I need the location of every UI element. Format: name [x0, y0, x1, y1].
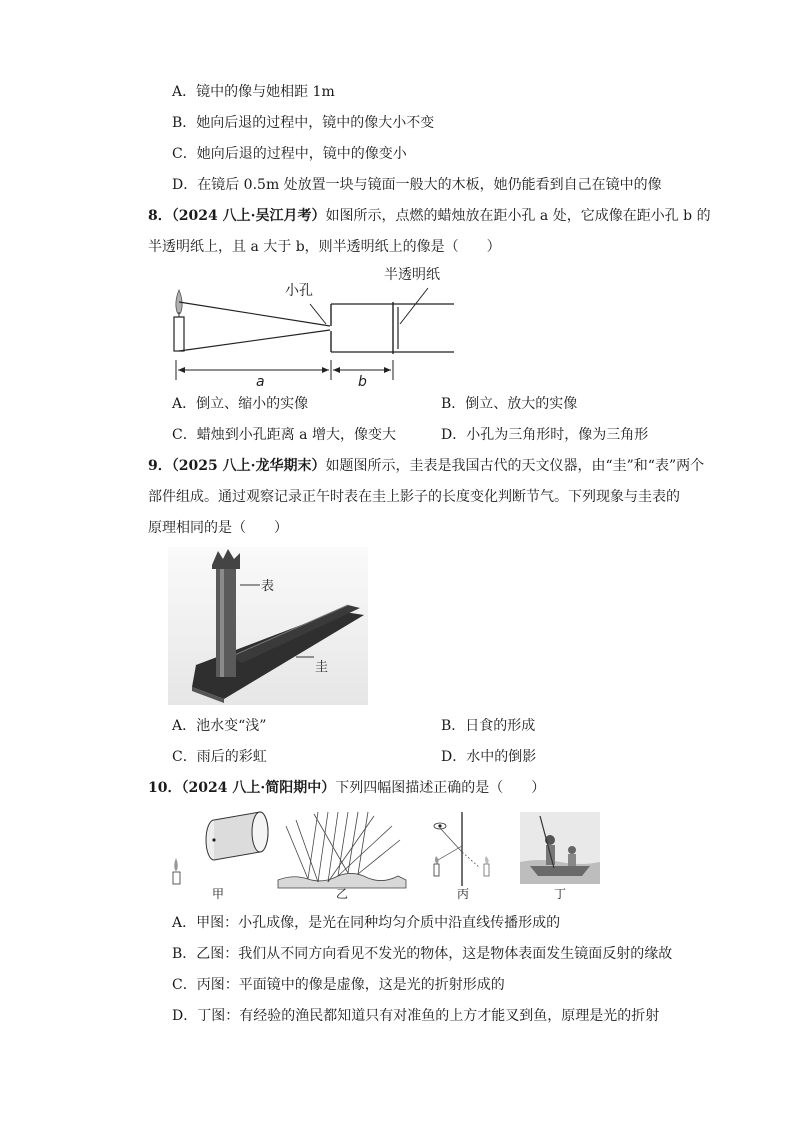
figure-yi — [278, 812, 406, 901]
q7-option-c: C．她向后退的过程中，镜中的像变小 — [172, 146, 407, 162]
q8-number: 8． — [148, 208, 172, 224]
q9-option-b: B．日食的形成 — [441, 718, 536, 734]
figure-jia — [173, 812, 268, 901]
q8-option-b: B．倒立、放大的实像 — [441, 396, 578, 412]
q10-option-a: A．甲图：小孔成像，是光在同种均匀介质中沿直线传播形成的 — [172, 915, 561, 931]
q9-option-a: A．池水变“浅” — [172, 718, 267, 734]
q9-stem-line3: 原理相同的是（ ） — [148, 520, 288, 536]
q8-option-d: D．小孔为三角形时，像为三角形 — [441, 427, 649, 443]
q9-option-d: D．水中的倒影 — [441, 749, 537, 765]
label-pinhole: 小孔 — [285, 283, 313, 299]
q8-source: （2024 八上·吴江月考） — [171, 208, 326, 224]
label-translucent-paper: 半透明纸 — [384, 267, 440, 283]
q10-option-c: C．丙图：平面镜中的像是虚像，这是光的折射形成的 — [172, 977, 505, 993]
label-yi: 乙 — [336, 887, 349, 901]
q10-option-d: D．丁图：有经验的渔民都知道只有对准鱼的上方才能叉到鱼，原理是光的折射 — [172, 1008, 660, 1024]
q10-number: 10． — [148, 780, 182, 796]
q8-stem-line1 — [148, 206, 711, 226]
ray-top — [179, 302, 330, 326]
q7-option-d: D．在镜后 0.5m 处放置一块与镜面一般大的木板，她仍能看到自己在镜中的像 — [172, 177, 662, 193]
label-b: b — [358, 374, 367, 390]
label-bing: 丙 — [457, 887, 470, 901]
figure-bing — [434, 812, 489, 901]
q7-option-a: A．镜中的像与她相距 1m — [172, 84, 335, 100]
label-a: a — [256, 374, 265, 390]
q9-option-c: C．雨后的彩虹 — [172, 749, 267, 765]
candle-icon — [174, 290, 184, 351]
q7-option-b: B．她向后退的过程中，镜中的像大小不变 — [172, 115, 435, 131]
q9-source: （2025 八上·龙华期末） — [171, 458, 326, 474]
label-gui: 圭 — [315, 660, 329, 675]
q9-guibiao-figure — [168, 547, 368, 705]
q9-stem-text: 如题图所示，圭表是我国古代的天文仪器，由“圭”和“表”两个 — [325, 458, 705, 474]
label-ding: 丁 — [554, 887, 567, 901]
q10-stem-line1 — [148, 778, 545, 798]
q9-stem-line2: 部件组成。通过观察记录正午时表在圭上影子的长度变化判断节气。下列现象与圭表的 — [148, 489, 680, 505]
q9-number: 9． — [148, 458, 172, 474]
q8-pinhole-figure — [160, 262, 460, 392]
figure-ding — [520, 812, 600, 901]
q8-option-a: A．倒立、缩小的实像 — [172, 396, 309, 412]
label-jia: 甲 — [212, 887, 225, 901]
ray-bottom — [179, 330, 330, 351]
q10-option-b: B．乙图：我们从不同方向看见不发光的物体，这是物体表面发生镜面反射的缘故 — [172, 946, 673, 962]
q10-source: （2024 八上·简阳期中） — [181, 780, 336, 796]
biao-pole — [216, 565, 236, 677]
label-biao: 表 — [261, 579, 275, 594]
q9-stem-line1 — [148, 456, 704, 476]
q8-option-c: C．蜡烛到小孔距离 a 增大，像变大 — [172, 427, 396, 443]
q8-stem-line2: 半透明纸上，且 a 大于 b，则半透明纸上的像是（ ） — [148, 239, 501, 255]
q8-stem-text: 如图所示，点燃的蜡烛放在距小孔 a 处，它成像在距小孔 b 的 — [325, 208, 711, 224]
q10-stem-text: 下列四幅图描述正确的是（ ） — [335, 780, 546, 796]
q10-four-figures — [168, 806, 608, 906]
